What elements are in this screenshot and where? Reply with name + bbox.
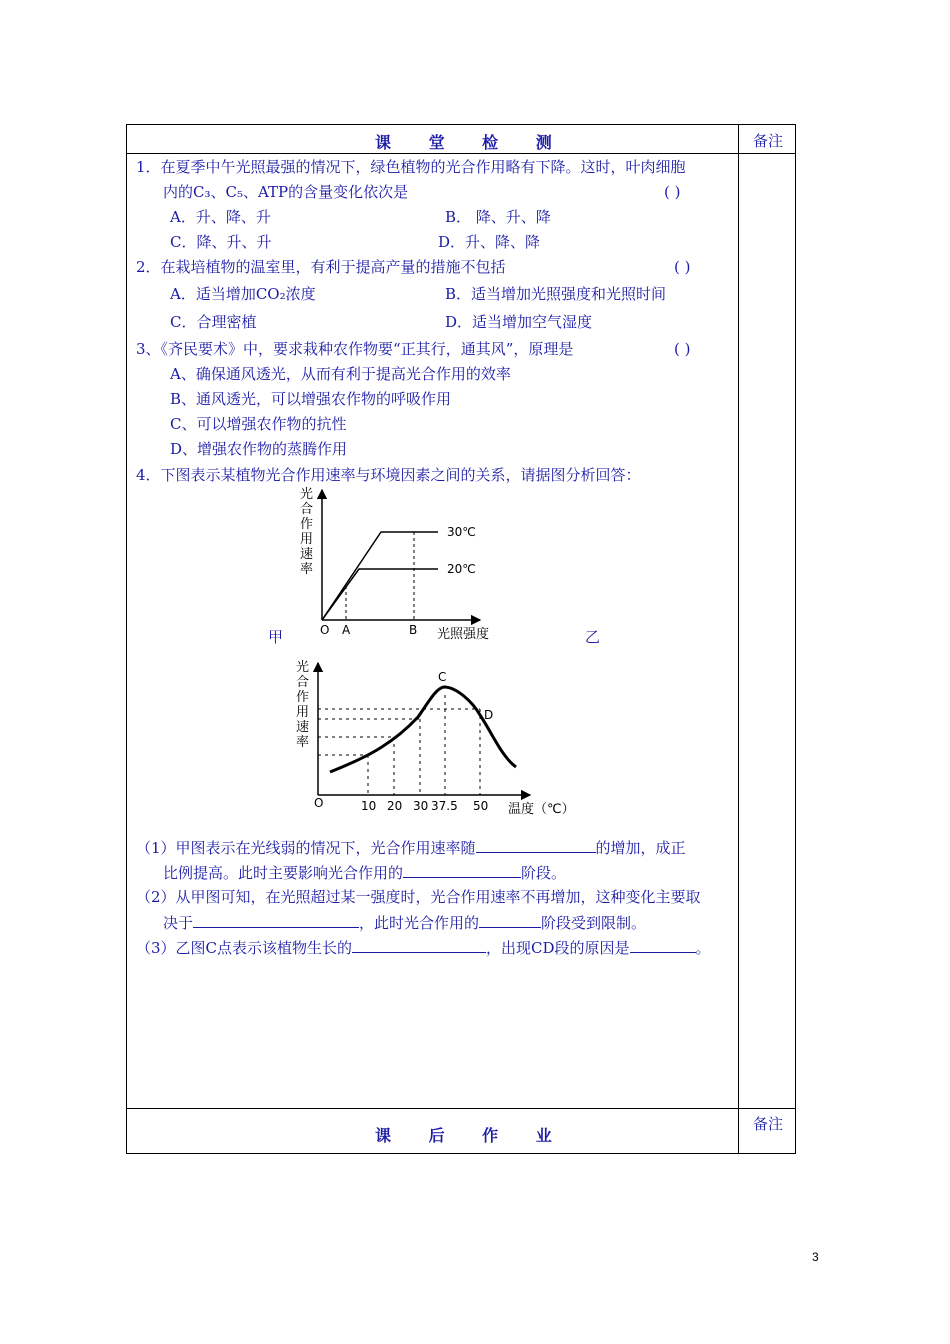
yi-tick-label: 10 (361, 799, 377, 813)
jia-xlabel: 光照强度 (437, 627, 490, 642)
blank-4[interactable] (479, 913, 541, 928)
yi-ylabel-char: 作 (296, 690, 310, 705)
q4-part2-text-d: 阶段受到限制。 (541, 914, 647, 932)
q3-option-a: A、确保通风透光，从而有利于提高光合作用的效率 (170, 365, 511, 383)
q4-part1-line1 (136, 838, 686, 857)
note-header-2: 备注 (753, 1115, 784, 1133)
section-title-homework: 课 后 作 业 (375, 1126, 568, 1145)
yi-tick-label: 20 (387, 799, 403, 813)
q1-bracket: ( ) (664, 183, 681, 201)
yi-tick-label: 50 (473, 799, 489, 813)
q2-bracket: ( ) (674, 258, 691, 276)
q1-stem-line1: 1．在夏季中午光照最强的情况下，绿色植物的光合作用略有下降。这时，叶肉细胞 (136, 158, 686, 176)
label-jia: 甲 (268, 628, 284, 646)
q2-option-a: A．适当增加CO₂浓度 (170, 285, 316, 303)
jia-ylabel-char: 光 (300, 487, 314, 502)
blank-1[interactable] (476, 838, 596, 853)
q4-part3-text-a: （3）乙图C点表示该植物生长的 (136, 939, 353, 957)
jia-ylabel-char: 用 (300, 532, 314, 547)
q4-part1-text-c: 比例提高。此时主要影响光合作用的 (163, 864, 404, 882)
q1-option-d: D．升、降、降 (438, 233, 541, 251)
jia-tick-a: A (342, 623, 351, 637)
yi-ylabel-char: 用 (296, 705, 310, 720)
jia-ylabel-char: 作 (300, 517, 314, 532)
q1-option-a: A．升、降、升 (170, 208, 271, 226)
q1-stem-line2: 内的C₃、C₅、ATP的含量变化依次是 (163, 183, 409, 201)
yi-ylabel-char: 速 (296, 720, 310, 735)
q4-part2-line1: （2）从甲图可知，在光照超过某一强度时，光合作用速率不再增加，这种变化主要取 (136, 888, 701, 906)
q3-stem: 3、《齐民要术》中，要求栽种农作物要“正其行，通其风”，原理是 (136, 340, 574, 358)
section-divider (127, 1108, 795, 1109)
yi-tick-label: 30 (413, 799, 429, 813)
q2-option-b: B．适当增加光照强度和光照时间 (445, 285, 667, 303)
jia-ylabel-char: 合 (300, 502, 314, 517)
label-yi: 乙 (585, 628, 601, 646)
q2-option-c: C．合理密植 (170, 313, 257, 331)
jia-series-label-20c: 20℃ (447, 562, 476, 576)
jia-ylabel-char: 速 (300, 547, 314, 562)
figure-jia-light-intensity (290, 482, 510, 642)
q4-part1-text-b: 的增加，成正 (595, 839, 686, 857)
q3-option-d: D、增强农作物的蒸腾作用 (170, 440, 348, 458)
q3-bracket: ( ) (674, 340, 691, 358)
q4-part2-line2 (163, 913, 646, 932)
q2-stem: 2．在栽培植物的温室里，有利于提高产量的措施不包括 (136, 258, 506, 276)
yi-curve (330, 687, 516, 772)
q4-part2-text-b: 决于 (163, 914, 194, 932)
q1-option-c: C．降、升、升 (170, 233, 272, 251)
yi-xlabel: 温度（℃） (508, 802, 575, 817)
page-number: 3 (812, 1250, 819, 1264)
blank-2[interactable] (403, 863, 521, 878)
q2-option-d: D．适当增加空气湿度 (445, 313, 593, 331)
yi-tick-label: 37.5 (431, 799, 458, 813)
yi-ylabel-char: 合 (296, 675, 310, 690)
jia-series-label-30c: 30℃ (447, 525, 476, 539)
note-header-1: 备注 (753, 132, 784, 150)
q3-option-b: B、通风透光，可以增强农作物的呼吸作用 (170, 390, 452, 408)
yi-point-label-d: D (484, 708, 494, 722)
q4-part1-text-d: 阶段。 (521, 864, 567, 882)
jia-line-30c (322, 532, 438, 620)
q4-part1-text-a: （1）甲图表示在光线弱的情况下，光合作用速率随 (136, 839, 476, 857)
blank-5[interactable] (352, 938, 486, 953)
yi-ylabel-char: 光 (296, 660, 310, 675)
jia-ylabel-char: 率 (300, 562, 314, 577)
jia-origin-label: O (320, 623, 330, 637)
q4-part3-text-b: ，出现CD段的原因是 (486, 939, 630, 957)
q4-part1-line2 (163, 863, 566, 882)
yi-origin-label: O (314, 796, 324, 810)
figure-yi-temperature (290, 655, 580, 825)
note-column-divider (738, 125, 739, 1153)
q4-part2-text-c: ，此时光合作用的 (359, 914, 480, 932)
section-title-class-test: 课 堂 检 测 (375, 133, 568, 152)
blank-3[interactable] (193, 913, 359, 928)
q1-option-b: B． 降、升、降 (445, 208, 551, 226)
jia-tick-b: B (409, 623, 418, 637)
q4-part3 (136, 938, 711, 957)
q4-part3-text-c: 。 (695, 939, 711, 957)
q3-option-c: C、可以增强农作物的抗性 (170, 415, 347, 433)
header-divider (127, 153, 795, 154)
yi-ylabel-char: 率 (296, 735, 310, 750)
q4-stem: 4．下图表示某植物光合作用速率与环境因素之间的关系，请据图分析回答： (136, 466, 641, 484)
blank-6[interactable] (630, 938, 696, 953)
yi-point-label-c: C (438, 670, 447, 684)
